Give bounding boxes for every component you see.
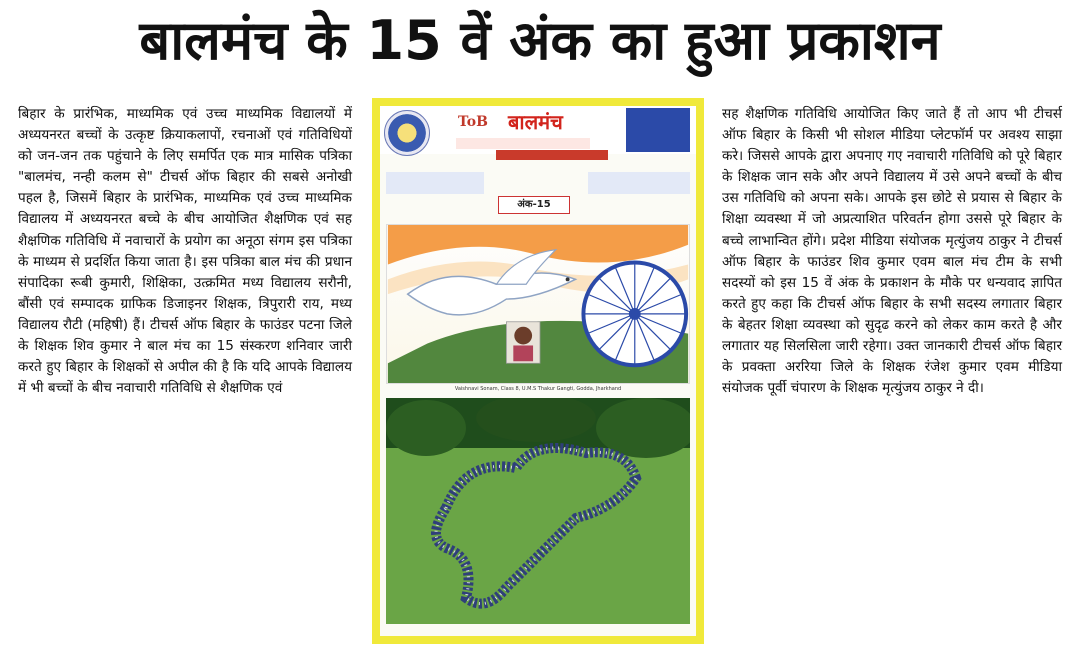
cover-highlight-box [626, 108, 690, 152]
cover-meta-strip [456, 138, 590, 149]
article-paragraph-left: बिहार के प्रारंभिक, माध्यमिक एवं उच्च माध्यमिक विद्यालयों में अध्ययनरत बच्चों के उत्कृष्ट क्रियाकलापों, रचनाओं एवं गतिविधियों को जन-जन तक पहुंचाने के लिए समर्पित एक मात्र मासिक पत्रिका "बालमंच, नन्ही कलम से" टीचर्स ऑफ बिहार की सबसे अनोखी पहल है, जिसमें बिहार के प्रारंभिक, माध्यमिक एवं उच्च माध्यमिक विद्यालय में अध्ययनरत बच्चे के बीच आयोजित शैक्षणिक एवं सह शैक्षणिक गतिविधि में नवाचारों के प्रयोग का अनूठा संगम इस पत्रिका के माध्यम से प्रदर्शित किया जाता है। इस पत्रिका बाल मंच की प्रधान संपादिका रूबी कुमारी, शिक्षिका, उत्क्रमित मध्य विद्यालय सरौनी, बौंसी एवं सम्पादक ग्राफिक डिजाइनर शिक्षक, त्रिपुरारी राय, मध्य विद्यालय रौटी (महिषी) हैं। टीचर्स ऑफ बिहार के फाउंडर पटना जिले के शिक्षक शिव कुमार ने बाल मंच का 15 संस्करण शनिवार जारी करते हुए बिहार के शिक्षकों से अपील की है कि यदि आपके विद्यालय में भी बच्चों के बीच नवाचारी गतिविधि से शैक्षणिक एवं [18, 106, 352, 397]
article-column-right [722, 104, 1062, 399]
cover-emblem-logo [384, 110, 430, 156]
cover-header [380, 106, 696, 154]
cover-page [380, 106, 696, 636]
cover-title: बालमंच [508, 110, 563, 134]
cover-art-caption: Vaishnavi Sonam, Class 8, U.M.S Thakur Gangti, Godda, Jharkhand [454, 386, 622, 392]
cover-photo-caption [386, 624, 690, 634]
cover-drawing-dove-chakra [386, 224, 690, 384]
article-column-left [18, 104, 352, 399]
headline: बालमंच के 15 वें अंक का हुआ प्रकाशन [139, 9, 941, 72]
cover-subtitle-strip [496, 150, 608, 160]
cover-editor-right [588, 172, 690, 194]
cover-issue-label: अंक-15 [498, 196, 570, 214]
cover-editor-left [386, 172, 484, 194]
article-paragraph-right: सह शैक्षणिक गतिविधि आयोजित किए जाते हैं तो आप भी टीचर्स ऑफ बिहार के किसी भी सोशल मीडिया प्लेटफॉर्म पर अवश्य साझा करे। जिससे आपके द्वारा अपनाए गए नवाचारी गतिविधि को पूरे बिहार के शिक्षक जान सके और अपने विद्यालय में उसे अपने बच्चों के बीच उस गतिविधि को अपना सके। आपके इस छोटे से प्रयास से बिहार के शिक्षा व्यवस्था में जो अप्रत्याशित परिवर्तन होगा उससे पूरे बिहार के बच्चे लाभान्वित होंगे। प्रदेश मीडिया संयोजक मृत्युंजय ठाकुर ने टीचर्स ऑफ बिहार के फाउंडर शिव कुमार एवम बाल मंच टीम के सभी सदस्यों को इस 15 वें अंक के प्रकाशन के मौके पर धन्यवाद ज्ञापित करते हुए कहा कि टीचर्स ऑफ बिहार के सभी सदस्य लगातार बिहार के बेहतर शिक्षा व्यवस्था को सुदृढ करने को लेकर काम करते है और लगातार यह सिलसिला जारी रहेगा। उक्त जानकारी टीचर्स ऑफ बिहार के प्रवक्ता अररिया जिले के शिक्षक रंजेश कुमार एवम मीडिया संयोजक पूर्वी चंपारण के शिक्षक मृत्युंजय ठाकुर ने दी। [722, 106, 1062, 397]
cover-photo-students-map-formation [386, 398, 690, 624]
cover-tob-logo: ToB [458, 114, 488, 130]
magazine-cover-image [372, 98, 704, 644]
